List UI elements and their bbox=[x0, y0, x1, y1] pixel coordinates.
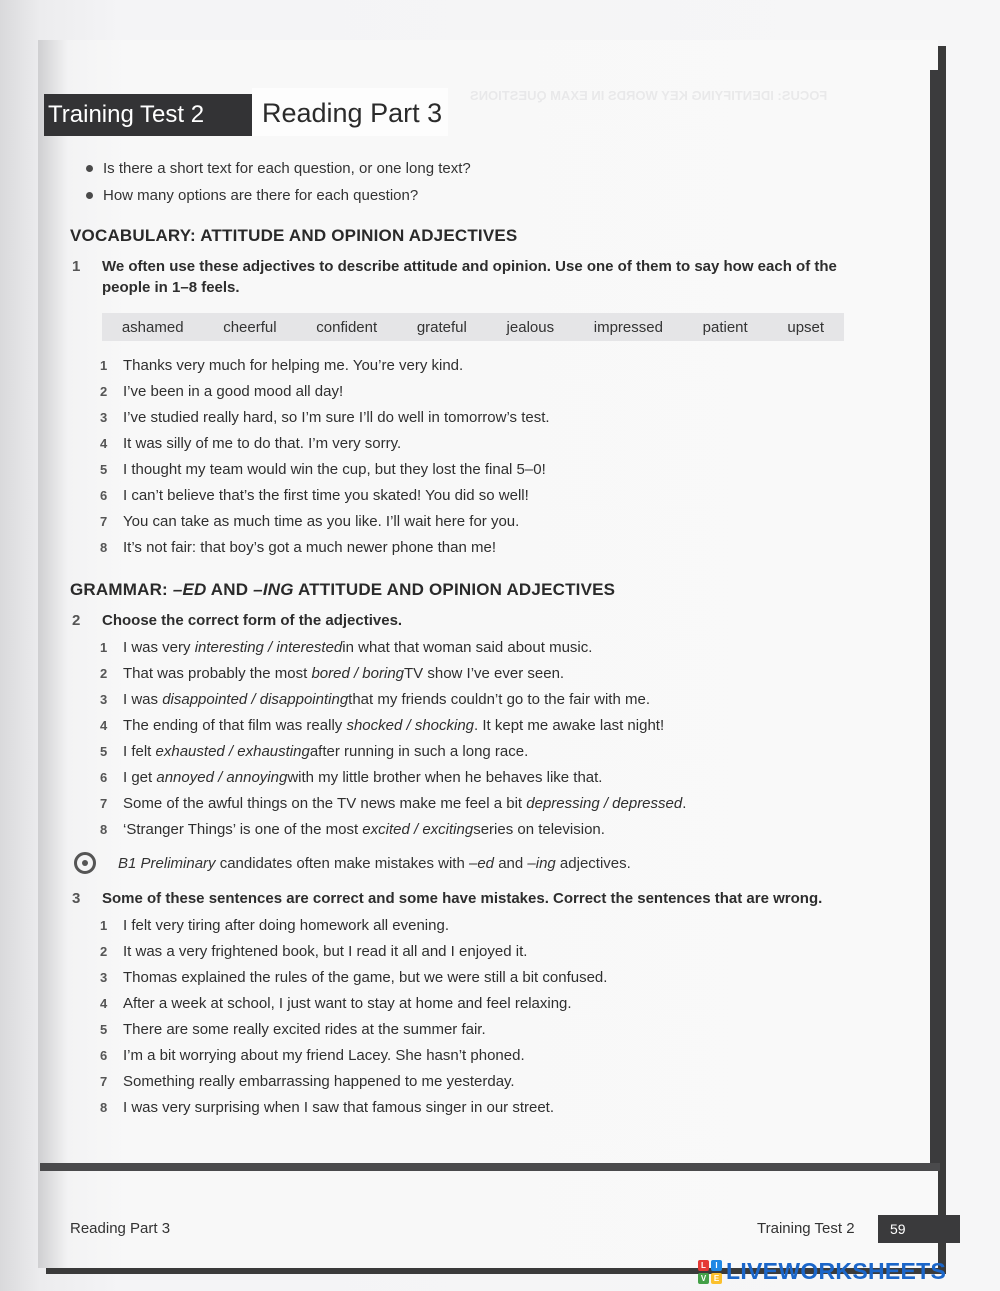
exercise-3-number: 3 bbox=[72, 890, 81, 907]
liveworksheets-mark-icon: L I V E bbox=[698, 1260, 722, 1284]
adjective-choice[interactable]: excited / exciting bbox=[362, 820, 474, 838]
word-option: patient bbox=[702, 318, 748, 336]
list-item: 3 I was disappointed / disappointing that my friends couldn’t go to the fair with me. bbox=[100, 690, 650, 708]
list-item: 5 I thought my team would win the cup, but they lost the final 5–0! bbox=[100, 460, 546, 478]
exercise-3-instruction: Some of these sentences are correct and some have mistakes. Correct the sentences that are wrong. bbox=[102, 890, 823, 907]
list-item: 6 I’m a bit worrying about my friend Lacey. She hasn’t phoned. bbox=[100, 1046, 525, 1064]
word-option: impressed bbox=[593, 318, 663, 336]
adjective-choice[interactable]: shocked / shocking bbox=[346, 716, 475, 734]
exercise-3-list bbox=[100, 912, 607, 1120]
adjective-choice[interactable]: annoyed / annoying bbox=[156, 768, 288, 786]
list-item: 6 I can’t believe that’s the first time you skated! You did so well! bbox=[100, 486, 529, 504]
bullet-item: Is there a short text for each question, or one long text? bbox=[86, 155, 471, 182]
exercise-2-number: 2 bbox=[72, 612, 81, 629]
list-item: 8 I was very surprising when I saw that famous singer in our street. bbox=[100, 1098, 555, 1116]
word-option: jealous bbox=[506, 318, 555, 336]
word-option: ashamed bbox=[121, 318, 184, 336]
list-item: 7 Some of the awful things on the TV news make me feel a bit depressing / depressed . bbox=[100, 794, 687, 812]
list-item: 2 I’ve been in a good mood all day! bbox=[100, 382, 344, 400]
exercise-1-list bbox=[100, 352, 550, 560]
adjective-choice[interactable]: interesting / interested bbox=[194, 638, 343, 656]
page-bottom-shadow bbox=[40, 1163, 940, 1171]
target-icon bbox=[74, 852, 96, 874]
word-option: upset bbox=[787, 318, 825, 336]
list-item: 4 After a week at school, I just want to stay at home and feel relaxing. bbox=[100, 994, 572, 1012]
list-item: 3 I’ve studied really hard, so I’m sure I’ll do well in tomorrow’s test. bbox=[100, 408, 550, 426]
list-item: 4 It was silly of me to do that. I’m very sorry. bbox=[100, 434, 402, 452]
grammar-heading: GRAMMAR: –ED AND –ING ATTITUDE AND OPINION ADJECTIVES bbox=[70, 580, 616, 599]
exercise-1-number: 1 bbox=[72, 258, 81, 275]
list-item: 5 There are some really excited rides at the summer fair. bbox=[100, 1020, 486, 1038]
footer-section-label: Reading Part 3 bbox=[70, 1220, 171, 1237]
list-item: 7 You can take as much time as you like. I’ll wait here for you. bbox=[100, 512, 520, 530]
adjective-choice[interactable]: disappointed / disappointing bbox=[162, 690, 349, 708]
word-option: confident bbox=[316, 318, 378, 336]
list-item: 8 It’s not fair: that boy’s got a much newer phone than me! bbox=[100, 538, 497, 556]
bullet-icon bbox=[86, 192, 93, 199]
list-item: 4 The ending of that film was really shocked / shocking . It kept me awake last night! bbox=[100, 716, 665, 734]
exercise-2-list bbox=[100, 634, 686, 842]
word-box bbox=[102, 313, 844, 341]
exercise-1-instruction: We often use these adjectives to describe attitude and opinion. Use one of them to say how each of the people in 1–8 feels. bbox=[102, 258, 837, 296]
liveworksheets-logo bbox=[698, 1258, 946, 1285]
list-item: 1 Thanks very much for helping me. You’re very kind. bbox=[100, 356, 464, 374]
exercise-2-instruction: Choose the correct form of the adjectives. bbox=[102, 612, 403, 629]
page-edge-shadow bbox=[930, 70, 940, 1170]
bullet-icon bbox=[86, 165, 93, 172]
list-item: 2 It was a very frightened book, but I read it all and I enjoyed it. bbox=[100, 942, 528, 960]
word-option: grateful bbox=[416, 318, 467, 336]
list-item: 1 I felt very tiring after doing homework all evening. bbox=[100, 916, 449, 934]
footer-test-label: Training Test 2 bbox=[757, 1220, 855, 1237]
training-test-tab: Training Test 2 bbox=[44, 94, 253, 136]
adjective-choice[interactable]: exhausted / exhausting bbox=[155, 742, 310, 760]
section-title: Reading Part 3 bbox=[252, 88, 448, 136]
list-item: 3 Thomas explained the rules of the game, but we were still a bit confused. bbox=[100, 968, 608, 986]
vocabulary-heading: VOCABULARY: ATTITUDE AND OPINION ADJECTIVES bbox=[70, 226, 518, 245]
list-item: 1 I was very interesting / interested in what that woman said about music. bbox=[100, 638, 593, 656]
list-item: 6 I get annoyed / annoying with my little brother when he behaves like that. bbox=[100, 768, 603, 786]
intro-bullets bbox=[86, 155, 471, 209]
list-item: 7 Something really embarrassing happened to me yesterday. bbox=[100, 1072, 515, 1090]
adjective-choice[interactable]: depressing / depressed bbox=[526, 794, 683, 812]
adjective-choice[interactable]: bored / boring bbox=[311, 664, 405, 682]
bullet-item: How many options are there for each question? bbox=[86, 182, 471, 209]
liveworksheets-text: LIVEWORKSHEETS bbox=[726, 1258, 947, 1284]
list-item: 2 That was probably the most bored / boring TV show I’ve ever seen. bbox=[100, 664, 565, 682]
bleed-through-text: FOCUS: IDENTIFYING KEY WORDS IN EXAM QUESTIONS bbox=[470, 88, 828, 103]
exam-tip: B1 Preliminary candidates often make mistakes with –ed and –ing adjectives. bbox=[74, 852, 631, 874]
list-item: 5 I felt exhausted / exhausting after running in such a long race. bbox=[100, 742, 529, 760]
word-option: cheerful bbox=[223, 318, 277, 336]
list-item: 8 ‘Stranger Things’ is one of the most excited / exciting series on television. bbox=[100, 820, 605, 838]
page-number: 59 bbox=[878, 1215, 960, 1243]
